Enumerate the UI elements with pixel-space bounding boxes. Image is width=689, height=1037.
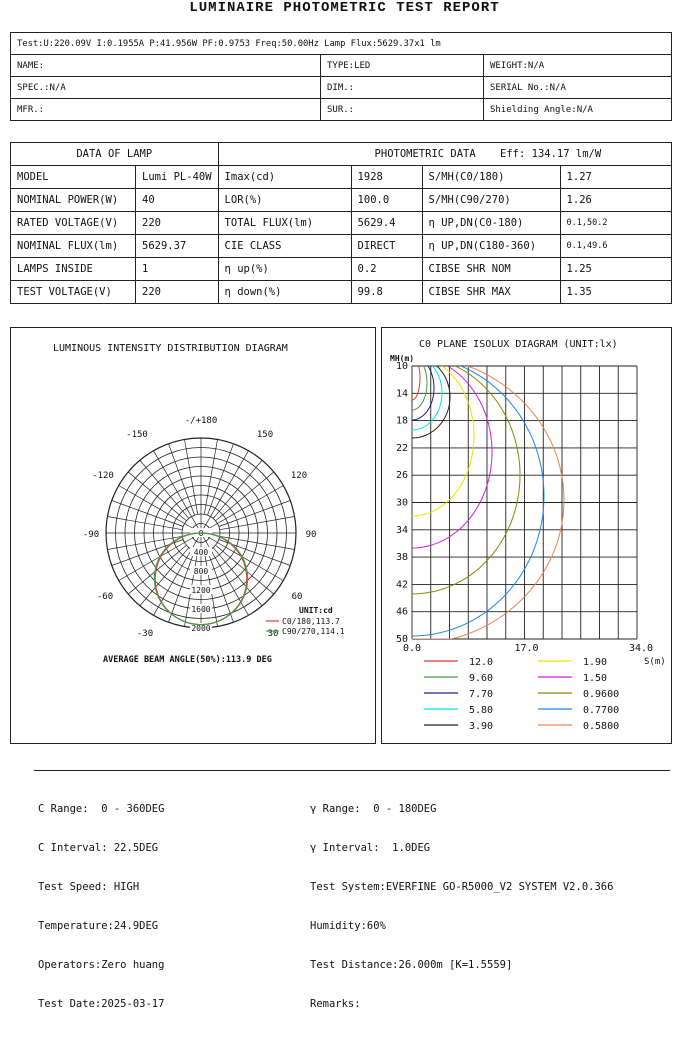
lamp-photometric-table: [10, 142, 672, 304]
test-conditions-footer: [34, 770, 670, 1010]
spacing-value: 1.25: [560, 258, 671, 281]
polar-grid-spoke: [169, 444, 195, 515]
c-interval: C Interval: 22.5DEG: [38, 842, 159, 854]
polar-angle-label: -60: [96, 592, 114, 602]
photometric-value: 100.0: [351, 189, 422, 212]
lamp-param-label: NOMINAL POWER(W): [11, 189, 136, 212]
lamp-param-value: 220: [136, 281, 219, 304]
polar-angle-label: -90: [82, 530, 100, 540]
polar-grid-spoke: [207, 444, 233, 515]
name-field: NAME:: [11, 55, 321, 77]
efficacy-value: Eff: 134.17 lm/W: [500, 148, 602, 160]
isolux-y-tick: 30: [395, 497, 408, 509]
dim-field: DIM.:: [321, 77, 484, 99]
photometric-value: 1928: [351, 166, 422, 189]
intensity-distribution-panel: [10, 327, 376, 744]
polar-grid-spoke: [112, 501, 183, 527]
lamp-param-label: LAMPS INSIDE: [11, 258, 136, 281]
polar-grid-spoke: [204, 439, 217, 514]
isolux-legend-label: 5.80: [469, 705, 494, 716]
photometric-label: LOR(%): [218, 189, 351, 212]
isolux-legend-label: 1.50: [583, 673, 608, 684]
isolux-x-tick: 17.0: [514, 643, 539, 654]
polar-diagram: [11, 328, 375, 743]
polar-unit-label: UNIT:cd: [299, 606, 333, 615]
isolux-y-tick: 46: [395, 606, 408, 618]
weight-field: WEIGHT:N/A: [484, 55, 672, 77]
polar-legend-label: C0/180,113.7: [282, 617, 340, 626]
gamma-range: γ Range: 0 - 180DEG: [310, 803, 437, 815]
lamp-table-row: [11, 212, 672, 235]
polar-diagram-title: LUMINOUS INTENSITY DISTRIBUTION DIAGRAM: [53, 343, 288, 354]
polar-radial-label: 400: [193, 548, 209, 557]
isolux-y-tick: 10: [395, 361, 408, 372]
polar-grid-spoke: [185, 439, 198, 514]
spacing-label: S/MH(C90/270): [422, 189, 560, 212]
isolux-legend-label: 12.0: [469, 657, 494, 668]
polar-grid-spoke: [220, 517, 295, 530]
mfr-field: MFR.:: [11, 99, 321, 121]
lamp-param-label: RATED VOLTAGE(V): [11, 212, 136, 235]
isolux-y-tick: 50: [395, 634, 408, 645]
spacing-value: 0.1,49.6: [560, 235, 671, 258]
spacing-value: 1.26: [560, 189, 671, 212]
polar-radial-label: 1600: [191, 605, 211, 614]
isolux-y-tick: 34: [395, 524, 408, 536]
test-system: Test System:EVERFINE GO-R5000_V2 SYSTEM V2.0.366: [310, 881, 614, 893]
remarks: Remarks:: [310, 998, 361, 1010]
photometric-label: η down(%): [218, 281, 351, 304]
polar-angle-label: -150: [126, 430, 148, 440]
spacing-label: CIBSE SHR NOM: [422, 258, 560, 281]
isolux-y-tick: 42: [395, 579, 408, 591]
isolux-y-tick: 14: [395, 388, 408, 400]
photometric-value: DIRECT: [351, 235, 422, 258]
photometric-label: η up(%): [218, 258, 351, 281]
isolux-y-tick: 22: [395, 442, 408, 454]
polar-grid-spoke: [107, 517, 182, 530]
polar-angle-label: 90: [305, 530, 317, 540]
polar-angle-label: -120: [92, 471, 114, 481]
spec-field: SPEC.:N/A: [11, 77, 321, 99]
polar-angle-label: 30: [267, 629, 279, 639]
test-conditions-line: Test:U:220.09V I:0.1955A P:41.956W PF:0.9753 Freq:50.00Hz Lamp Flux:5629.37x1 lm: [11, 33, 672, 55]
lamp-param-value: Lumi PL-40W: [136, 166, 219, 189]
photometric-value: 0.2: [351, 258, 422, 281]
lamp-table-row: [11, 281, 672, 304]
isolux-diagram: [382, 328, 671, 743]
polar-legend-label: C90/270,114.1: [282, 627, 345, 636]
isolux-legend-label: 0.9600: [583, 689, 620, 700]
isolux-x-axis-label: S(m): [644, 657, 666, 667]
operators: Operators:Zero huang: [38, 959, 165, 971]
photometric-label: TOTAL FLUX(lm): [218, 212, 351, 235]
polar-radial-label: 0: [198, 529, 204, 538]
test-distance: Test Distance:26.000m [K=1.5559]: [310, 959, 513, 971]
spacing-value: 1.35: [560, 281, 671, 304]
humidity: Humidity:60%: [310, 920, 386, 932]
isolux-y-tick: 18: [395, 415, 408, 427]
lamp-param-value: 5629.37: [136, 235, 219, 258]
lamp-param-label: MODEL: [11, 166, 136, 189]
test-speed: Test Speed: HIGH: [38, 881, 140, 893]
spacing-value: 1.27: [560, 166, 671, 189]
photometric-value: 5629.4: [351, 212, 422, 235]
isolux-legend-label: 1.90: [583, 657, 608, 668]
photometric-label: CIE CLASS: [218, 235, 351, 258]
lamp-table-row: [11, 166, 672, 189]
sur-field: SUR.:: [321, 99, 484, 121]
polar-angle-label: -/+180: [184, 416, 218, 426]
polar-radial-label: 800: [193, 567, 209, 576]
isolux-legend-label: 0.7700: [583, 705, 620, 716]
polar-angle-label: 60: [291, 592, 303, 602]
photometric-data-header: [218, 143, 671, 166]
report-title: LUMINAIRE PHOTOMETRIC TEST REPORT: [189, 0, 500, 16]
isolux-legend-label: 7.70: [469, 689, 494, 700]
spacing-label: S/MH(C0/180): [422, 166, 560, 189]
polar-angle-label: -30: [136, 629, 154, 639]
isolux-legend-label: 3.90: [469, 721, 494, 732]
isolux-y-tick: 38: [395, 552, 408, 564]
temperature: Temperature:24.9DEG: [38, 920, 159, 932]
gamma-interval: γ Interval: 1.0DEG: [310, 842, 431, 854]
polar-radial-label: 2000: [191, 624, 211, 633]
isolux-diagram-panel: [381, 327, 672, 744]
photometric-data-title: PHOTOMETRIC DATA: [374, 148, 476, 160]
spacing-label: η UP,DN(C180-360): [422, 235, 560, 258]
polar-angle-label: 150: [256, 430, 274, 440]
photometric-label: Imax(cd): [218, 166, 351, 189]
isolux-legend-label: 9.60: [469, 673, 494, 684]
spacing-label: η UP,DN(C0-180): [422, 212, 560, 235]
isolux-y-tick: 26: [395, 470, 408, 482]
beam-angle-text: AVERAGE BEAM ANGLE(50%):113.9 DEG: [103, 655, 272, 665]
footer-right-column: [310, 777, 613, 1037]
lamp-table-row: [11, 235, 672, 258]
isolux-x-tick: 34.0: [628, 643, 654, 654]
lamp-table-row: [11, 189, 672, 212]
spacing-label: CIBSE SHR MAX: [422, 281, 560, 304]
footer-left-column: [38, 777, 164, 1037]
photometric-value: 99.8: [351, 281, 422, 304]
spacing-value: 0.1,50.2: [560, 212, 671, 235]
isolux-x-tick: 0.0: [402, 643, 422, 654]
lamp-data-header: DATA OF LAMP: [11, 143, 219, 166]
polar-grid-spoke: [219, 501, 290, 527]
lamp-param-value: 1: [136, 258, 219, 281]
lamp-table-row: [11, 258, 672, 281]
isolux-contour-0.5800: [412, 356, 564, 639]
isolux-title: C0 PLANE ISOLUX DIAGRAM (UNIT:lx): [419, 339, 618, 350]
polar-angle-label: 120: [290, 471, 308, 481]
luminaire-info-table: [10, 32, 672, 121]
c-range: C Range: 0 - 360DEG: [38, 803, 165, 815]
lamp-param-value: 40: [136, 189, 219, 212]
polar-radial-label: 1200: [191, 586, 211, 595]
isolux-legend-label: 0.5800: [583, 721, 620, 732]
test-date: Test Date:2025-03-17: [38, 998, 165, 1010]
serial-field: SERIAL No.:N/A: [484, 77, 672, 99]
shielding-field: Shielding Angle:N/A: [484, 99, 672, 121]
type-field: TYPE:LED: [321, 55, 484, 77]
isolux-y-axis-label: MH(m): [390, 354, 415, 363]
lamp-param-value: 220: [136, 212, 219, 235]
lamp-param-label: NOMINAL FLUX(lm): [11, 235, 136, 258]
lamp-param-label: TEST VOLTAGE(V): [11, 281, 136, 304]
isolux-contour-1.50: [412, 356, 492, 548]
